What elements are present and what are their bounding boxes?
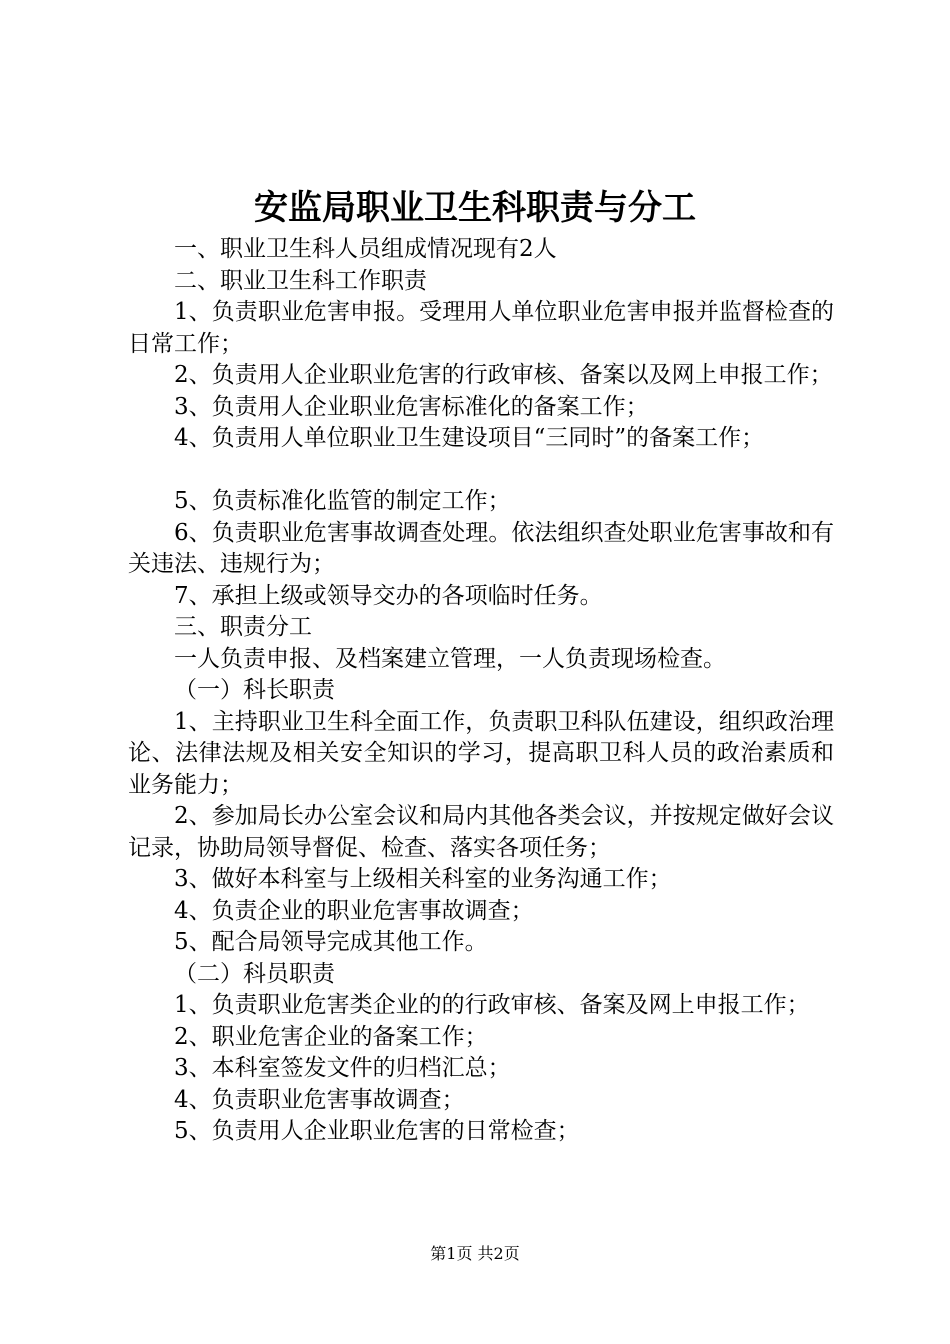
- chief-duty-item-5: 5、配合局领导完成其他工作。: [174, 929, 488, 955]
- staff-duty-item-2: 2、职业危害企业的备案工作；: [174, 1023, 488, 1050]
- subsection-heading-staff: （二）科员职责: [174, 960, 335, 987]
- subsection-heading-chief: （一）科长职责: [174, 677, 335, 703]
- duty-item-2: 2、负责用人企业职业危害的行政审核、备案以及网上申报工作；: [174, 362, 833, 388]
- duty-item-7: 7、承担上级或领导交办的各项临时任务。: [174, 582, 603, 609]
- duty-item-5: 5、负责标准化监管的制定工作；: [174, 488, 511, 514]
- chief-duty-item-3: 3、做好本科室与上级相关科室的业务沟通工作；: [174, 866, 672, 892]
- duty-item-1: 1、负责职业危害申报。受理用人单位职业危害申报并监督检查的日常工作；: [128, 299, 834, 357]
- section-heading-duties: 二、职业卫生科工作职责: [174, 267, 427, 294]
- staff-duty-item-5: 5、负责用人企业职业危害的日常检查；: [174, 1118, 580, 1144]
- section-heading-staffing: 一、职业卫生科人员组成情况现有2人: [174, 236, 557, 262]
- staff-duty-item-1: 1、负责职业危害类企业的的行政审核、备案及网上申报工作；: [174, 992, 810, 1018]
- chief-duty-item-4: 4、负责企业的职业危害事故调查；: [174, 897, 534, 924]
- duty-item-4: 4、负责用人单位职业卫生建设项目“三同时”的备案工作；: [174, 425, 765, 451]
- section-heading-division: 三、职责分工: [174, 614, 312, 640]
- duty-item-6: 6、负责职业危害事故调查处理。依法组织查处职业危害事故和有关违法、违规行为；: [128, 519, 834, 577]
- document-body: [128, 234, 834, 1148]
- page-number-footer: 第1页 共2页: [430, 1244, 520, 1263]
- staff-duty-item-4: 4、负责职业危害事故调查；: [174, 1086, 465, 1113]
- chief-duty-item-2: 2、参加局长办公室会议和局内其他各类会议，并按规定做好会议记录，协助局领导督促、检查、落实各项任务；: [128, 803, 834, 861]
- chief-duty-item-1: 1、主持职业卫生科全面工作，负责职卫科队伍建设，组织政治理论、法律法规及相关安全知识的学习，提高职卫科人员的政治素质和业务能力；: [128, 708, 834, 798]
- duty-item-3: 3、负责用人企业职业危害标准化的备案工作；: [174, 393, 649, 420]
- staff-duty-item-3: 3、本科室签发文件的归档汇总；: [174, 1055, 511, 1081]
- division-summary: 一人负责申报、及档案建立管理，一人负责现场检查。: [174, 645, 726, 672]
- page-title: 安监局职业卫生科职责与分工: [254, 188, 696, 228]
